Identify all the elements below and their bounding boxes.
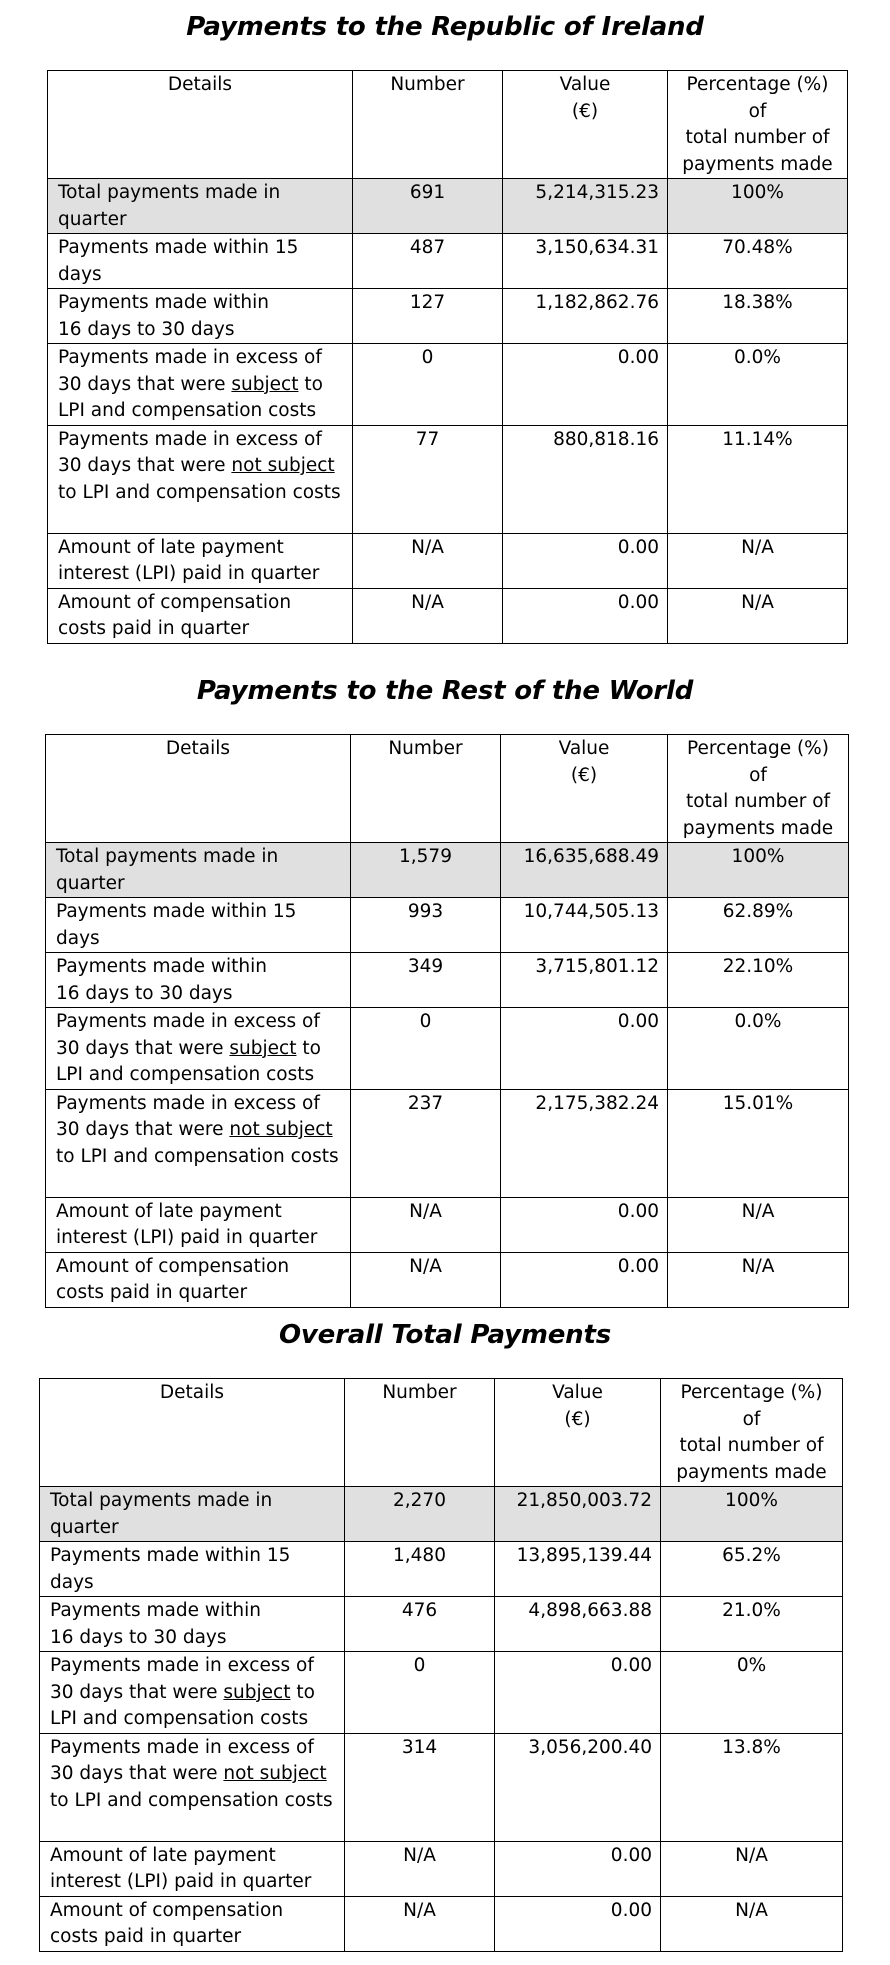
row-value: 4,898,663.88: [495, 1597, 661, 1652]
row-value: 0.00: [495, 1841, 661, 1896]
row-percentage: N/A: [668, 1197, 849, 1252]
header-percentage: Percentage (%) of total number of payments made: [668, 735, 849, 843]
row-number: 77: [353, 425, 503, 533]
row-label: Payments made within 15 days: [40, 1542, 345, 1597]
row-number: 0: [353, 344, 503, 426]
section-title: Payments to the Rest of the World: [196, 676, 694, 706]
row-number: 691: [353, 179, 503, 234]
header-value: Value (€): [501, 735, 668, 843]
row-value: 21,850,003.72: [495, 1487, 661, 1542]
row-value: 0.00: [503, 588, 668, 643]
row-number: 0: [345, 1652, 495, 1734]
table-row-16-to-30-days: [40, 1597, 843, 1652]
row-value: 5,214,315.23: [503, 179, 668, 234]
row-value: 0.00: [495, 1896, 661, 1951]
table-row-excess-subject: [46, 1008, 849, 1090]
row-label: Total payments made in quarter: [46, 843, 351, 898]
row-percentage: N/A: [661, 1896, 843, 1951]
header-number: Number: [353, 71, 503, 179]
row-percentage: 15.01%: [668, 1089, 849, 1197]
row-percentage: 18.38%: [668, 289, 848, 344]
row-value: 13,895,139.44: [495, 1542, 661, 1597]
row-value: 880,818.16: [503, 425, 668, 533]
row-number: 476: [345, 1597, 495, 1652]
row-number: N/A: [345, 1896, 495, 1951]
row-percentage: 70.48%: [668, 234, 848, 289]
row-label: Amount of late payment interest (LPI) paid in quarter: [40, 1841, 345, 1896]
section-title: Payments to the Republic of Ireland: [186, 12, 704, 42]
row-percentage: 21.0%: [661, 1597, 843, 1652]
payments-table: [47, 70, 848, 644]
row-percentage: 13.8%: [661, 1733, 843, 1841]
section-title: Overall Total Payments: [279, 1320, 611, 1350]
header-value: Value (€): [503, 71, 668, 179]
row-number: N/A: [345, 1841, 495, 1896]
row-percentage: 11.14%: [668, 425, 848, 533]
row-number: 349: [351, 953, 501, 1008]
header-number: Number: [351, 735, 501, 843]
table-row-excess-not-subject: [46, 1089, 849, 1197]
row-label: Payments made in excess of 30 days that were subject to LPI and compensation costs: [46, 1008, 351, 1090]
row-percentage: 0.0%: [668, 344, 848, 426]
row-label: Payments made in excess of 30 days that were subject to LPI and compensation costs: [48, 344, 353, 426]
row-percentage: N/A: [661, 1841, 843, 1896]
row-value: 3,150,634.31: [503, 234, 668, 289]
row-value: 16,635,688.49: [501, 843, 668, 898]
row-label: Total payments made in quarter: [40, 1487, 345, 1542]
table-row-16-to-30-days: [48, 289, 848, 344]
row-label: Payments made in excess of 30 days that were not subject to LPI and compensation costs: [40, 1733, 345, 1841]
row-number: 487: [353, 234, 503, 289]
row-number: 1,579: [351, 843, 501, 898]
row-percentage: 0%: [661, 1652, 843, 1734]
row-value: 1,182,862.76: [503, 289, 668, 344]
row-label: Payments made within 15 days: [46, 898, 351, 953]
row-value: 0.00: [501, 1252, 668, 1307]
row-percentage: 100%: [661, 1487, 843, 1542]
row-percentage: N/A: [668, 588, 848, 643]
row-number: 314: [345, 1733, 495, 1841]
row-number: N/A: [351, 1252, 501, 1307]
table-row-compensation: [48, 588, 848, 643]
row-number: 0: [351, 1008, 501, 1090]
row-value: 3,715,801.12: [501, 953, 668, 1008]
table-row-16-to-30-days: [46, 953, 849, 1008]
table-row-lpi: [48, 533, 848, 588]
table-row-compensation: [46, 1252, 849, 1307]
row-value: 0.00: [501, 1197, 668, 1252]
table-row-total: [48, 179, 848, 234]
row-label: Amount of late payment interest (LPI) paid in quarter: [46, 1197, 351, 1252]
header-number: Number: [345, 1379, 495, 1487]
row-label: Total payments made in quarter: [48, 179, 353, 234]
row-number: 127: [353, 289, 503, 344]
table-row-within-15-days: [40, 1542, 843, 1597]
row-label: Payments made within 16 days to 30 days: [48, 289, 353, 344]
row-value: 0.00: [495, 1652, 661, 1734]
row-percentage: 22.10%: [668, 953, 849, 1008]
row-percentage: 62.89%: [668, 898, 849, 953]
payments-table: [45, 734, 849, 1308]
row-label: Amount of compensation costs paid in quarter: [40, 1896, 345, 1951]
table-row-excess-subject: [40, 1652, 843, 1734]
row-value: 0.00: [503, 344, 668, 426]
row-number: N/A: [351, 1197, 501, 1252]
row-label: Payments made in excess of 30 days that were not subject to LPI and compensation costs: [46, 1089, 351, 1197]
row-label: Payments made within 16 days to 30 days: [40, 1597, 345, 1652]
header-percentage: Percentage (%) of total number of payments made: [668, 71, 848, 179]
table-row-excess-not-subject: [48, 425, 848, 533]
header-details: Details: [46, 735, 351, 843]
table-row-lpi: [40, 1841, 843, 1896]
payments-table: [39, 1378, 843, 1952]
row-percentage: 65.2%: [661, 1542, 843, 1597]
row-label: Payments made within 16 days to 30 days: [46, 953, 351, 1008]
header-percentage: Percentage (%) of total number of payments made: [661, 1379, 843, 1487]
row-label: Amount of compensation costs paid in quarter: [48, 588, 353, 643]
header-details: Details: [48, 71, 353, 179]
row-percentage: 0.0%: [668, 1008, 849, 1090]
row-percentage: 100%: [668, 843, 849, 898]
row-label: Amount of late payment interest (LPI) paid in quarter: [48, 533, 353, 588]
row-percentage: N/A: [668, 533, 848, 588]
table-row-excess-subject: [48, 344, 848, 426]
row-number: 2,270: [345, 1487, 495, 1542]
table-row-within-15-days: [48, 234, 848, 289]
header-details: Details: [40, 1379, 345, 1487]
row-label: Payments made in excess of 30 days that were not subject to LPI and compensation costs: [48, 425, 353, 533]
row-label: Payments made in excess of 30 days that were subject to LPI and compensation costs: [40, 1652, 345, 1734]
row-number: 1,480: [345, 1542, 495, 1597]
row-value: 2,175,382.24: [501, 1089, 668, 1197]
table-row-within-15-days: [46, 898, 849, 953]
table-header-row: [46, 735, 849, 843]
table-header-row: [48, 71, 848, 179]
table-row-total: [40, 1487, 843, 1542]
row-value: 10,744,505.13: [501, 898, 668, 953]
header-value: Value (€): [495, 1379, 661, 1487]
row-number: N/A: [353, 588, 503, 643]
row-value: 3,056,200.40: [495, 1733, 661, 1841]
row-label: Amount of compensation costs paid in quarter: [46, 1252, 351, 1307]
row-value: 0.00: [501, 1008, 668, 1090]
row-percentage: 100%: [668, 179, 848, 234]
row-percentage: N/A: [668, 1252, 849, 1307]
table-row-lpi: [46, 1197, 849, 1252]
row-number: N/A: [353, 533, 503, 588]
table-row-excess-not-subject: [40, 1733, 843, 1841]
table-row-compensation: [40, 1896, 843, 1951]
row-number: 993: [351, 898, 501, 953]
table-row-total: [46, 843, 849, 898]
table-header-row: [40, 1379, 843, 1487]
row-value: 0.00: [503, 533, 668, 588]
row-number: 237: [351, 1089, 501, 1197]
row-label: Payments made within 15 days: [48, 234, 353, 289]
